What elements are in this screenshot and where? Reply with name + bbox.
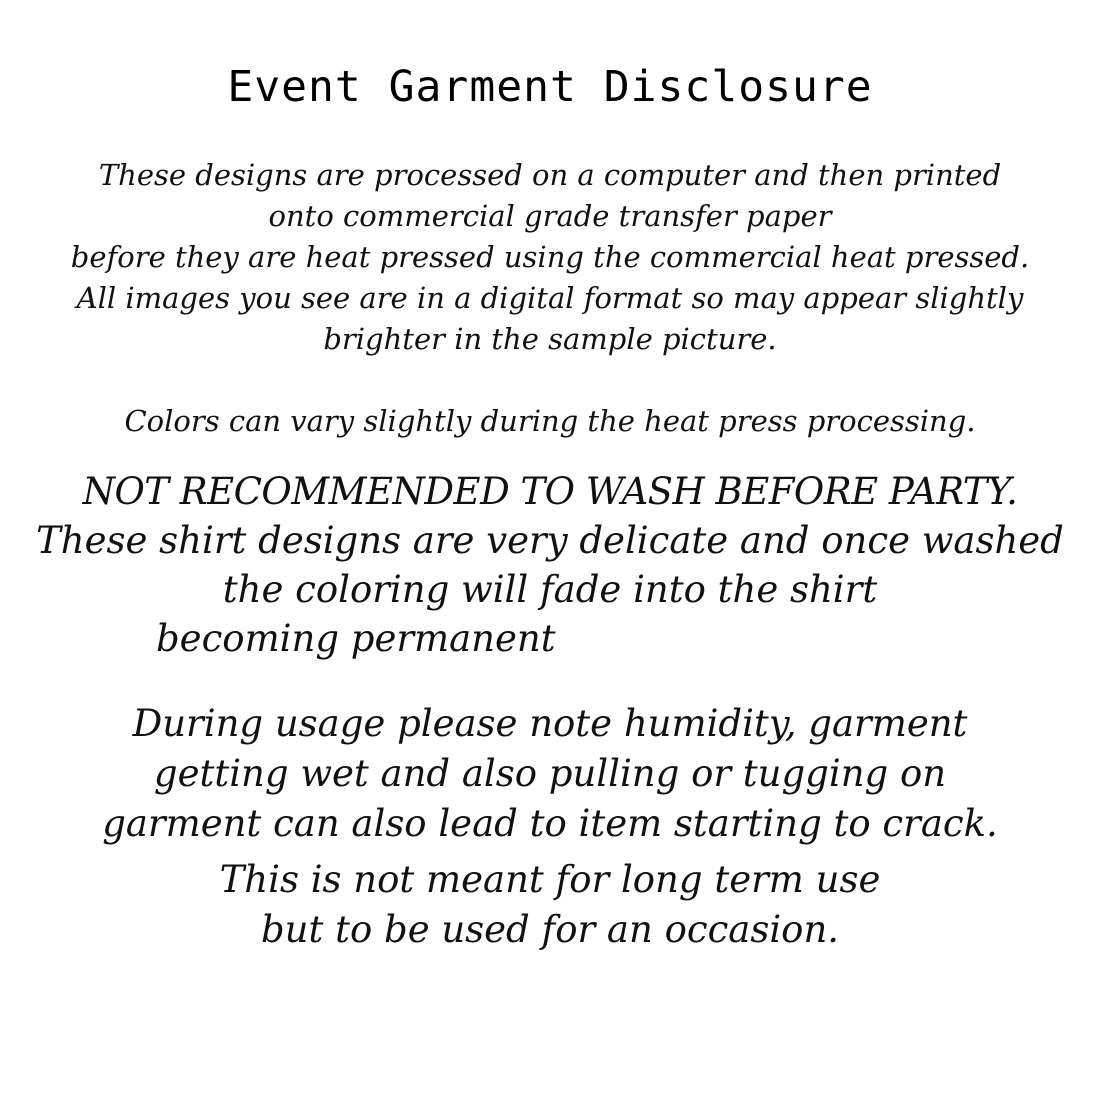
usage-note-line-2: getting wet and also pulling or tugging on (153, 752, 947, 795)
wash-warning-heading: NOT RECOMMENDED TO WASH BEFORE PARTY. (82, 470, 1018, 513)
occasion-note-line-1: This is not meant for long term use (219, 858, 881, 901)
usage-note-line-3: garment can also lead to item starting to crack. (102, 802, 998, 845)
intro-line-5: brighter in the sample picture. (323, 322, 777, 356)
page-title: Event Garment Disclosure (227, 62, 873, 112)
intro-line-3: before they are heat pressed using the commercial heat pressed. (70, 240, 1030, 274)
wash-warning-line-2: the coloring will fade into the shirt (222, 568, 878, 611)
intro-line-1: These designs are processed on a computer and then printed (98, 158, 1002, 192)
intro-line-4: All images you see are in a digital format so may appear slightly (76, 281, 1024, 315)
colors-note: Colors can vary slightly during the heat press processing. (124, 404, 976, 438)
occasion-note-line-2: but to be used for an occasion. (260, 908, 840, 951)
intro-line-2: onto commercial grade transfer paper (268, 199, 832, 233)
wash-warning-line-1: These shirt designs are very delicate and once washed (36, 519, 1064, 562)
wash-warning-line-3: becoming permanent (156, 617, 556, 660)
usage-note-line-1: During usage please note humidity, garment (132, 702, 968, 745)
